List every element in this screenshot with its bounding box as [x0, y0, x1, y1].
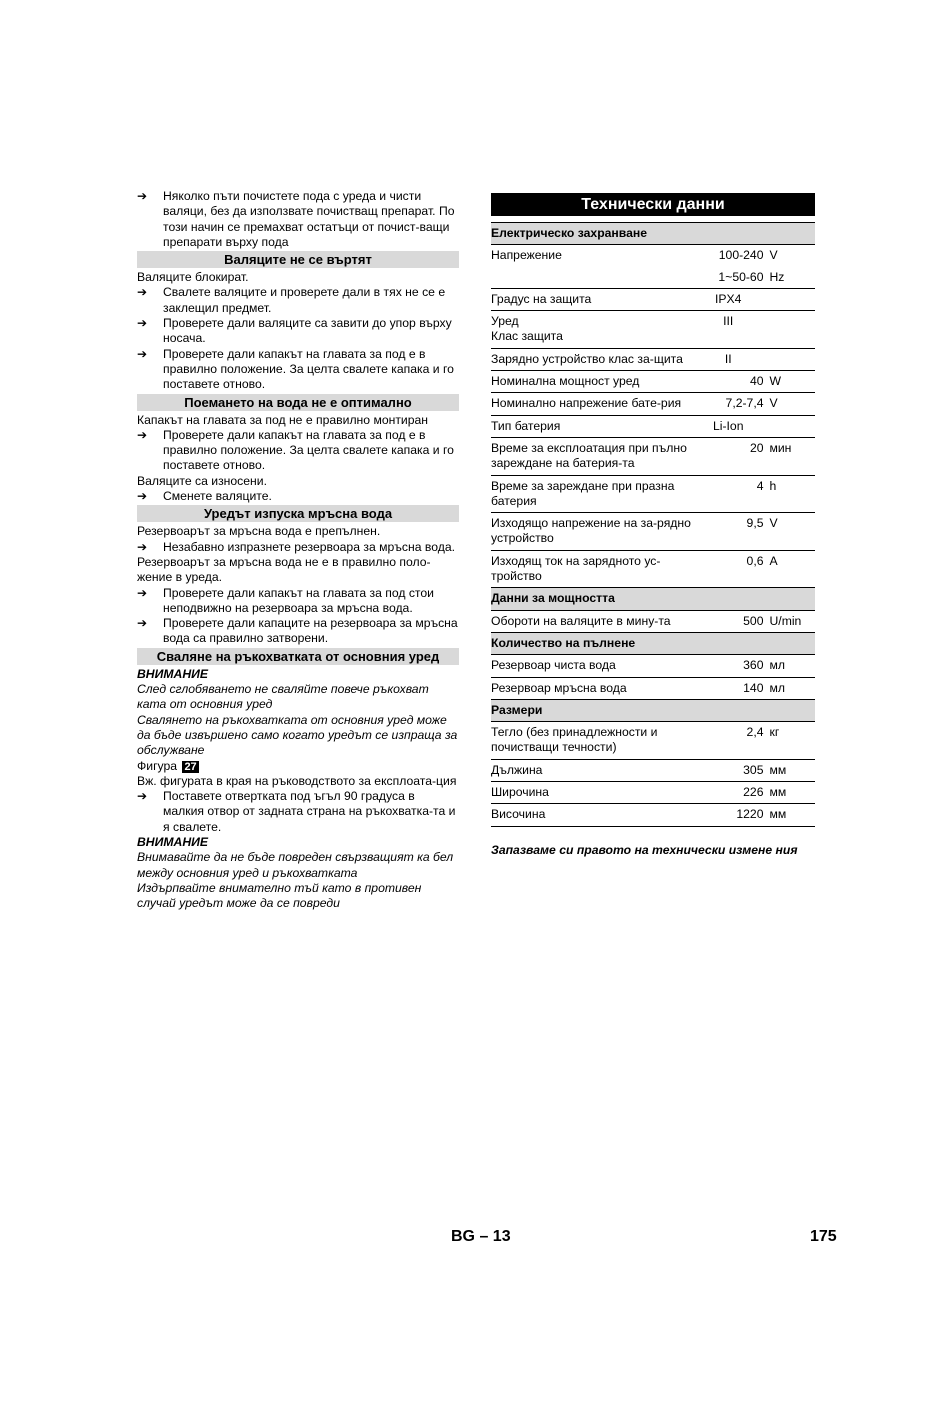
table-row: Изходящ ток на зарядното ус-тройство 0,6 A — [491, 550, 815, 588]
tech-data-title: Технически данни — [491, 193, 815, 216]
arrow-icon: ➔ — [137, 539, 148, 554]
arrow-icon: ➔ — [137, 346, 148, 361]
table-group-row: Количество на пълнене — [491, 632, 815, 654]
table-group-row: Размери — [491, 699, 815, 721]
spec-table — [491, 222, 815, 827]
list-item: ➔ Незабавно изпразнете резервоара за мръсна вода. — [137, 539, 456, 554]
table-row: Дължина 305 мм — [491, 759, 815, 781]
disclaimer-note: Запазваме си правото на технически измене ния — [491, 842, 798, 857]
arrow-icon: ➔ — [137, 316, 148, 331]
table-row: Тегло (без принадлежности и почистващи течности) 2,4 кг — [491, 722, 815, 760]
footer-page-number: 175 — [810, 1228, 837, 1245]
cause-text: Валяците блокират. — [137, 270, 249, 285]
table-row: 1~50-60 Hz — [491, 267, 815, 289]
figure-reference: Вж. фигурата в края на ръководството за експлоата-ция — [137, 773, 457, 788]
warning-heading: ВНИМАНИЕ — [137, 834, 209, 849]
list-item: ➔ Проверете дали валяците са завити до упор върху носача. — [137, 316, 452, 346]
cause-text: Капакът на главата за под не е правилно монтиран — [137, 412, 429, 427]
warning-text: Внимавайте да не бъде повреден свързващият ка бел между основния уред и ръкохватката — [137, 850, 454, 880]
table-row: Градус на защита IPX4 — [491, 288, 815, 310]
table-row: Номинално напрежение бате-рия 7,2-7,4 V — [491, 393, 815, 415]
left-column — [137, 189, 459, 911]
arrow-icon: ➔ — [137, 189, 148, 203]
table-group-row: Електрическо захранване — [491, 223, 815, 245]
list-item: ➔ Проверете дали капаците на резервоара за мръсна вода са правилно затворени. — [137, 616, 458, 646]
list-item: ➔ Проверете дали капакът на главата за под стои неподвижно на резервоара за мръсна вода. — [137, 585, 434, 615]
section-title: Уредът изпуска мръсна вода — [137, 505, 459, 522]
arrow-icon: ➔ — [137, 285, 148, 300]
list-item: ➔ Сменете валяците. — [137, 489, 272, 504]
table-row: Обороти на валяците в мину-та 500 U/min — [491, 610, 815, 632]
arrow-icon: ➔ — [137, 616, 148, 631]
table-row: Изходящо напрежение на за-рядно устройство 9,5 V — [491, 513, 815, 551]
table-row: Време за експлоатация при пълно зареждане на батерия-та 20 мин — [491, 437, 815, 475]
list-item: ➔ Поставете отвертката под ъгъл 90 градуса в малкия отвор от задната страна на ръкохватка-та и я свалете. — [137, 789, 456, 834]
cause-text: Резервоарът за мръсна вода е препълнен. — [137, 524, 381, 539]
figure-number-badge: 27 — [184, 760, 197, 773]
footer-section-code: BG – 13 — [451, 1228, 511, 1245]
figure-line: Фигура 27 — [137, 758, 197, 773]
table-row: Напрежение 100-240 V — [491, 248, 778, 263]
table-row: Широчина 226 мм — [491, 782, 815, 804]
cause-text: Резервоарът за мръсна вода не е в правилно поло-жение в уреда. — [137, 554, 431, 585]
list-item: ➔ Свалете валяците и проверете дали в тях не се е заклещил предмет. — [137, 285, 446, 315]
table-row: Уред Клас защита III — [491, 311, 815, 349]
table-row: Резервоар мръсна вода 140 мл — [491, 677, 815, 699]
arrow-icon: ➔ — [137, 585, 148, 600]
table-row: Тип батерия Li-Ion — [491, 415, 815, 437]
list-item: ➔ Проверете дали капакът на главата за под е в правилно положение. За целта свалете капака и го поставете отново. — [137, 427, 454, 473]
warning-text: След сглобяването не сваляйте повече ръкохват ката от основния уред — [137, 682, 429, 712]
table-row: Зарядно устройство клас за-щита II — [491, 348, 815, 370]
warning-text: Свалянето на ръкохватката от основния уред може да бъде извършено само когато уредът се изпраща за обслужване — [137, 712, 458, 758]
warning-text: Издърпвайте внимателно тъй като в противен случай уредът може да се повреди — [137, 880, 422, 911]
table-group-row: Данни за мощността — [491, 588, 815, 610]
arrow-icon: ➔ — [137, 789, 148, 804]
cause-text: Валяците са износени. — [137, 473, 267, 488]
list-item: ➔ Проверете дали капакът на главата за под е в правилно положение. За целта свалете капака и го поставете отново. — [137, 346, 454, 392]
section-title: Поемането на вода не е оптимално — [137, 394, 459, 411]
section-title: Валяците не се въртят — [137, 251, 459, 268]
table-row: Резервоар чиста вода 360 мл — [491, 655, 815, 677]
table-row: Височина 1220 мм — [491, 804, 815, 826]
table-row: Време за зареждане при празна батерия 4 h — [491, 475, 815, 513]
intro-bullet: ➔ Няколко пъти почистете пода с уреда и чисти валяци, без да използвате почистващ препарат. По този начин се премахват остатъци от почист-ващи препарати върху пода — [137, 189, 455, 249]
warning-heading: ВНИМАНИЕ — [137, 666, 209, 681]
table-row: Номинална мощност уред 40 W — [491, 371, 815, 393]
arrow-icon: ➔ — [137, 427, 148, 442]
section-title: Сваляне на ръкохватката от основния уред — [137, 648, 459, 665]
right-column — [491, 193, 815, 870]
arrow-icon: ➔ — [137, 489, 148, 504]
